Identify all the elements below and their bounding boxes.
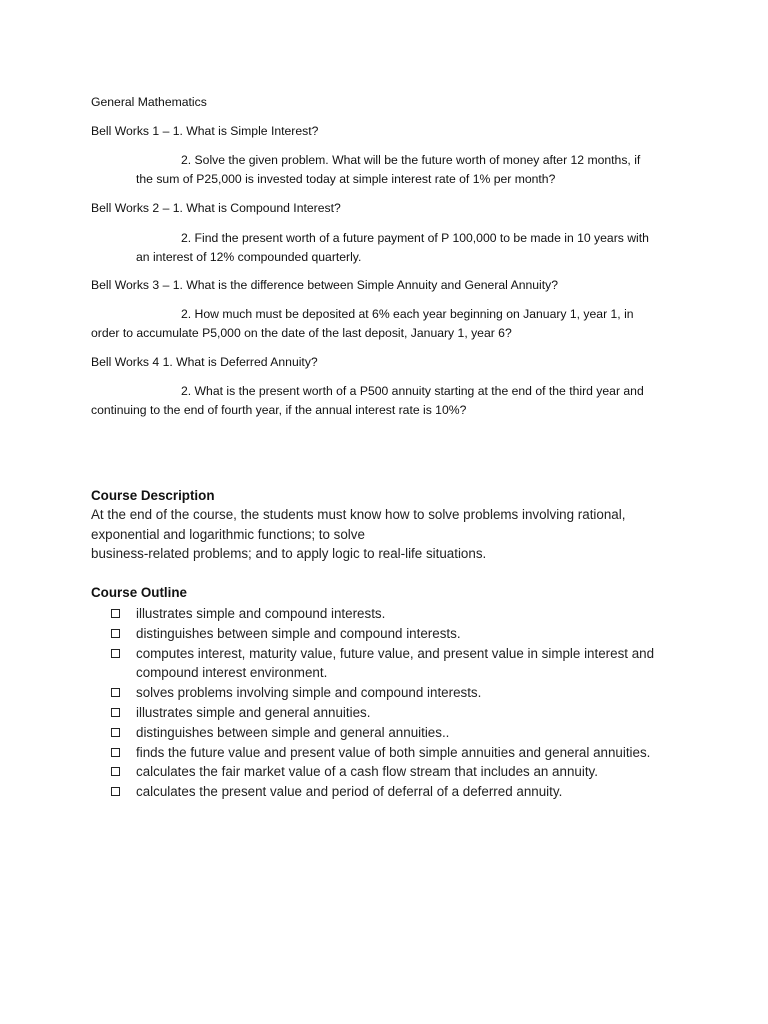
outline-item-text: solves problems involving simple and compound interests. bbox=[136, 685, 482, 701]
bellwork-3-question-1: Bell Works 3 – 1. What is the difference between Simple Annuity and General Annuity? bbox=[91, 278, 559, 292]
outline-item bbox=[110, 723, 710, 743]
course-outline-heading: Course Outline bbox=[91, 585, 187, 600]
outline-item bbox=[110, 624, 710, 644]
checkbox-icon bbox=[111, 629, 120, 638]
course-description-line1: At the end of the course, the students must know how to solve problems involving rational, bbox=[91, 507, 626, 522]
outline-item bbox=[110, 782, 710, 802]
course-description-line2: exponential and logarithmic functions; to solve bbox=[91, 527, 365, 542]
outline-item-text: finds the future value and present value of both simple annuities and general annuities. bbox=[136, 744, 651, 760]
outline-item bbox=[110, 762, 710, 782]
bellwork-1-question-1: Bell Works 1 – 1. What is Simple Interest? bbox=[91, 124, 319, 138]
bellwork-2-question-2-line1: 2. Find the present worth of a future payment of P 100,000 to be made in 10 years with bbox=[181, 231, 649, 245]
outline-item-text: distinguishes between simple and general annuities.. bbox=[136, 724, 450, 740]
bellwork-1-question-2-line1: 2. Solve the given problem. What will be the future worth of money after 12 months, if bbox=[181, 153, 641, 167]
outline-item-text: distinguishes between simple and compound interests. bbox=[136, 625, 461, 641]
bellwork-2-question-1: Bell Works 2 – 1. What is Compound Interest? bbox=[91, 201, 341, 215]
course-description-line3: business-related problems; and to apply logic to real-life situations. bbox=[91, 546, 487, 561]
outline-item bbox=[110, 703, 710, 723]
bellwork-1-question-2-line2: the sum of P25,000 is invested today at simple interest rate of 1% per month? bbox=[136, 172, 556, 186]
course-outline-list bbox=[110, 604, 710, 802]
outline-item-text: computes interest, maturity value, future value, and present value in simple interest and compound interest environment. bbox=[136, 645, 655, 681]
outline-item-text: illustrates simple and general annuities. bbox=[136, 704, 371, 720]
outline-item bbox=[110, 604, 710, 624]
bellwork-4-question-1: Bell Works 4 1. What is Deferred Annuity? bbox=[91, 355, 318, 369]
checkbox-icon bbox=[111, 728, 120, 737]
bellwork-2-question-2-line2: an interest of 12% compounded quarterly. bbox=[136, 250, 362, 264]
checkbox-icon bbox=[111, 787, 120, 796]
bellwork-4-question-2-line1: 2. What is the present worth of a P500 annuity starting at the end of the third year and bbox=[181, 384, 644, 398]
checkbox-icon bbox=[111, 748, 120, 757]
bellwork-4-question-2-line2: continuing to the end of fourth year, if the annual interest rate is 10%? bbox=[91, 403, 467, 417]
course-description-heading: Course Description bbox=[91, 488, 215, 503]
bellwork-3-question-2-line2: order to accumulate P5,000 on the date of the last deposit, January 1, year 6? bbox=[91, 326, 512, 340]
checkbox-icon bbox=[111, 649, 120, 658]
bellwork-3-question-2-line1: 2. How much must be deposited at 6% each year beginning on January 1, year 1, in bbox=[181, 307, 634, 321]
checkbox-icon bbox=[111, 708, 120, 717]
document-title: General Mathematics bbox=[91, 95, 207, 109]
outline-item bbox=[110, 683, 710, 703]
outline-item-text: calculates the fair market value of a cash flow stream that includes an annuity. bbox=[136, 764, 598, 780]
checkbox-icon bbox=[111, 609, 120, 618]
outline-item-text: illustrates simple and compound interests. bbox=[136, 606, 386, 621]
checkbox-icon bbox=[111, 688, 120, 697]
outline-item-text: calculates the present value and period of deferral of a deferred annuity. bbox=[136, 784, 563, 800]
outline-item bbox=[110, 743, 656, 763]
checkbox-icon bbox=[111, 767, 120, 776]
outline-item bbox=[110, 644, 696, 684]
